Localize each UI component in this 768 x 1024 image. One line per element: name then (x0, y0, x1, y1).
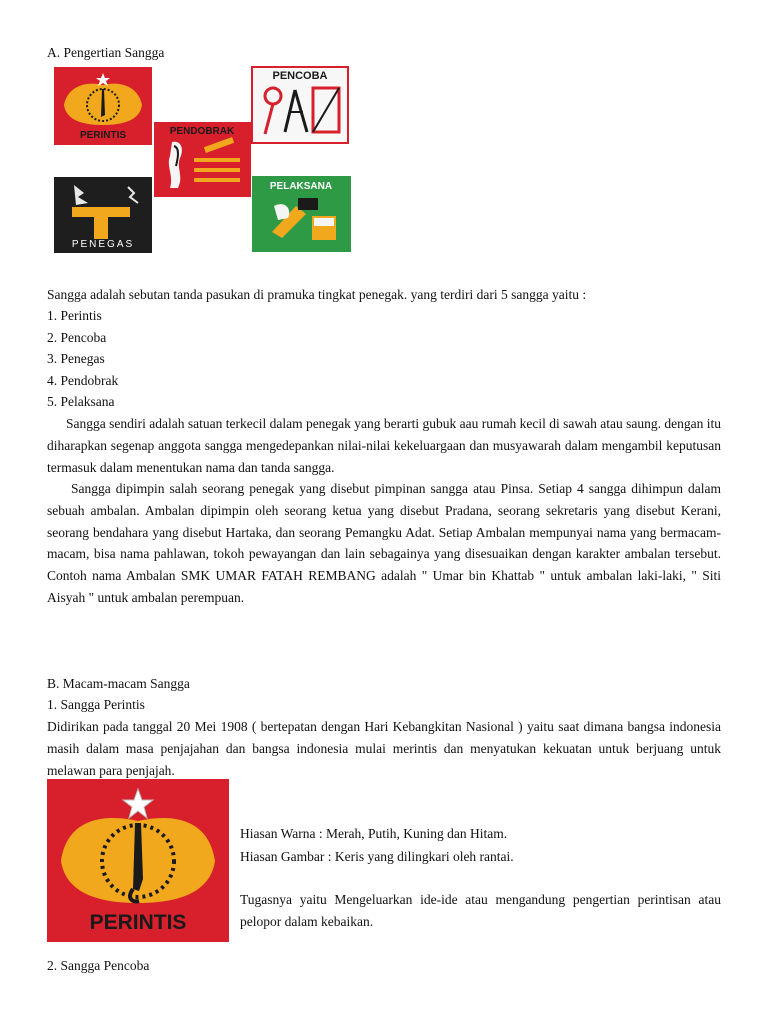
list-item: 1. Perintis (47, 308, 102, 323)
pendobrak-patch-image (154, 122, 251, 197)
penegas-patch-label: PENEGAS (71, 239, 135, 250)
perintis-patch-label: PERINTIS (79, 130, 127, 141)
pencoba-patch-image (251, 66, 349, 144)
perintis-patch-image (54, 67, 152, 145)
hiasan-gambar: Hiasan Gambar : Keris yang dilingkari oleh rantai. (240, 849, 514, 864)
perintis-large-patch (47, 779, 229, 942)
perintis-description: Didirikan pada tanggal 20 Mei 1908 ( bertepatan dengan Hari Kebangkitan Nasional ) yaitu saat dimana bangsa indonesia masih dalam masa penjajahan dan bangsa indonesia mulai merintis dan menyatukan kekuatan untuk berjuang untuk melawan para penjajah. (47, 719, 721, 778)
perintis-patch (54, 67, 152, 145)
subheading-pencoba: 2. Sangga Pencoba (47, 958, 150, 973)
section-a-heading: A. Pengertian Sangga (47, 45, 165, 60)
pelaksana-patch (252, 176, 351, 252)
paragraph-sangga: Sangga sendiri adalah satuan terkecil dalam penegak yang berarti gubuk aau rumah kecil di sawah atau saung. dengan itu diharapkan segenap anggota sangga mengedepankan nilai-nilai kekeluargaan dan musyawarah dalam mengambil keputusan termasuk dalam menentukan nama dan tanda sangga. (47, 416, 721, 475)
penegas-patch-image (54, 177, 152, 253)
hiasan-warna: Hiasan Warna : Merah, Putih, Kuning dan Hitam. (240, 826, 508, 841)
paragraph-ambalan: Sangga dipimpin salah seorang penegak yang disebut pimpinan sangga atau Pinsa. Setiap 4 sangga dihimpun dalam sebuah ambalan. Ambalan dipimpin oleh seorang ketua yang disebut Pradana, seorang sekretaris yang disebut Kerani, seorang bendahara yang disebut Hartaka, dan seorang Pemangku Adat. Setiap Ambalan mempunyai nama yang bermacam-macam, bisa nama pahlawan, tokoh pewayangan dan lain sebagainya yang disesuaikan dengan karakter ambalan tersebut. Contoh nama Ambalan SMK UMAR FATAH REMBANG adalah " Umar bin Khattab " untuk ambalan laki-laki, " Siti Aisyah " untuk ambalan perempuan. (47, 481, 721, 605)
list-item: 4. Pendobrak (47, 373, 119, 388)
list-item: 2. Pencoba (47, 330, 107, 345)
section-b-heading: B. Macam-macam Sangga (47, 676, 190, 691)
list-item: 5. Pelaksana (47, 394, 115, 409)
perintis-large-patch-label: PERINTIS (89, 911, 187, 934)
penegas-patch (54, 177, 152, 253)
pencoba-patch-label: PENCOBA (272, 70, 328, 82)
intro-text: Sangga adalah sebutan tanda pasukan di pramuka tingkat penegak. yang terdiri dari 5 sangga yaitu : (47, 287, 587, 302)
pencoba-patch (251, 66, 349, 144)
list-item: 3. Penegas (47, 351, 105, 366)
tugas-text: Tugasnya yaitu Mengeluarkan ide-ide atau mengandung pengertian perintisan atau pelopor dalam kebaikan. (240, 892, 721, 929)
subheading-perintis: 1. Sangga Perintis (47, 697, 145, 712)
pelaksana-patch-image (252, 176, 351, 252)
pendobrak-patch-label: PENDOBRAK (169, 126, 235, 137)
pelaksana-patch-label: PELAKSANA (269, 181, 333, 192)
perintis-large-patch-image (47, 779, 229, 942)
pendobrak-patch (154, 122, 251, 197)
